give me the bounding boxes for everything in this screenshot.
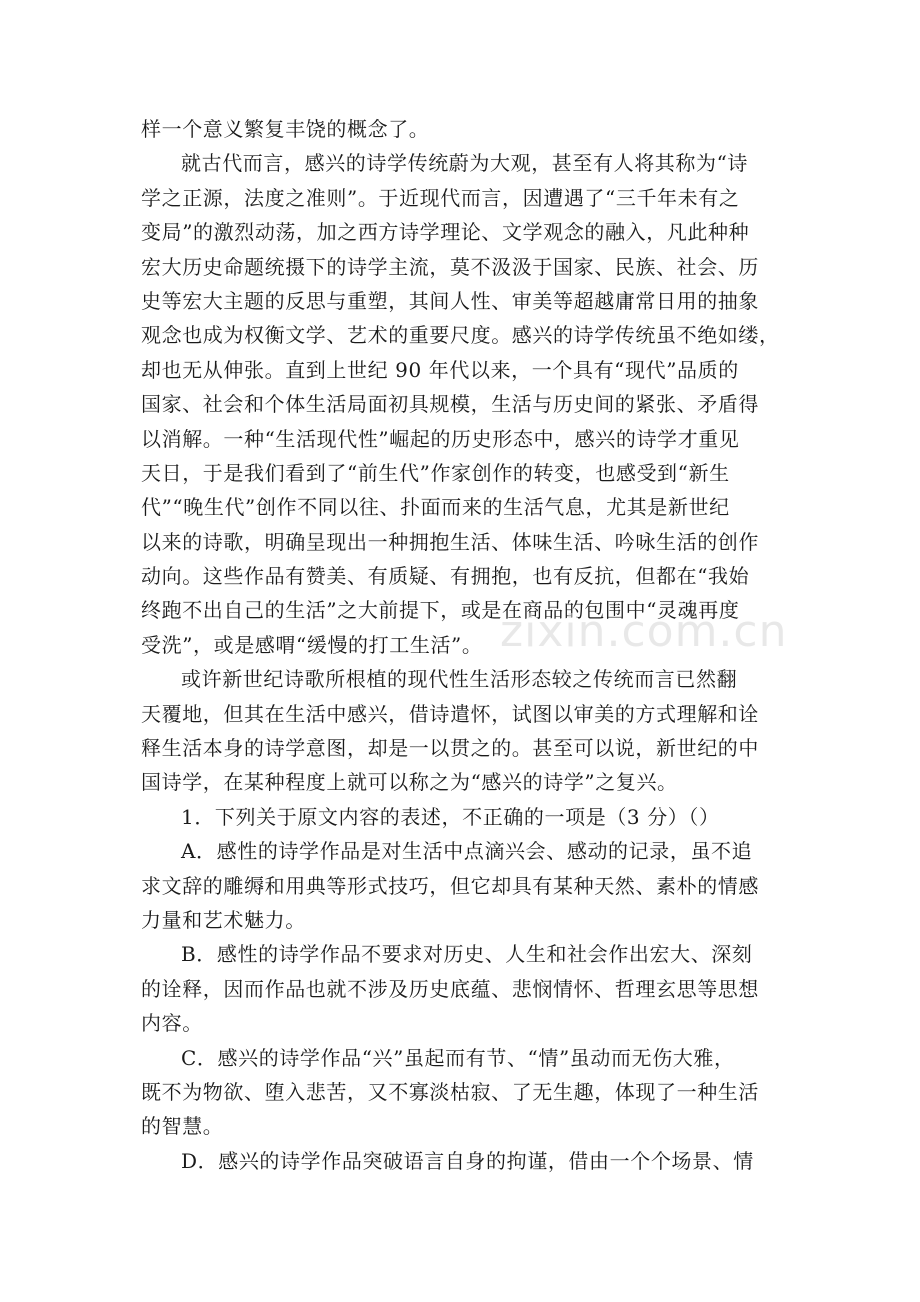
text-line: 天覆地，但其在生活中感兴，借诗遣怀，试图以审美的方式理解和诠 [141, 701, 759, 726]
text-line: 以消解。一种“生活现代性”崛起的历史形态中，感兴的诗学才重见 [141, 426, 740, 451]
text-line: 却也无从伸张。直到上世纪 90 年代以来，一个具有“现代”品质的 [141, 357, 739, 382]
text-line: 史等宏大主题的反思与重塑，其间人性、审美等超越庸常日用的抽象 [141, 288, 759, 313]
text-line: 或许新世纪诗歌所根植的现代性生活形态较之传统而言已然翻 [181, 667, 738, 692]
text-line: 求文辞的雕缛和用典等形式技巧，但它却具有某种天然、素朴的情感 [141, 873, 759, 898]
text-line: 1．下列关于原文内容的表述，不正确的一项是（3 分）（） [181, 804, 720, 829]
text-line: 宏大历史命题统摄下的诗学主流，莫不汲汲于国家、民族、社会、历 [141, 254, 759, 279]
text-line: 国家、社会和个体生活局面初具规模，生活与历史间的紧张、矛盾得 [141, 392, 759, 417]
text-line: 受洗”，或是感喟“缓慢的打工生活”。 [141, 632, 483, 657]
text-line: 释生活本身的诗学意图，却是一以贯之的。甚至可以说，新世纪的中 [141, 736, 759, 761]
text-line: 国诗学，在某种程度上就可以称之为“感兴的诗学”之复兴。 [141, 770, 678, 795]
text-line: A．感性的诗学作品是对生活中点滴兴会、感动的记录，虽不追 [181, 839, 753, 864]
text-line: 样一个意义繁复丰饶的概念了。 [141, 117, 430, 141]
text-line: 变局”的激烈动荡，加之西方诗学理论、文学观念的融入，凡此种种 [141, 220, 750, 245]
text-line: 的诠释，因而作品也就不涉及历史底蕴、悲悯情怀、哲理玄思等思想 [141, 976, 759, 1001]
text-line: 内容。 [141, 1011, 203, 1036]
text-line: 终跑不出自己的生活”之大前提下，或是在商品的包围中“灵魂再度 [141, 598, 740, 623]
text-line: 天日，于是我们看到了“前生代”作家创作的转变，也感受到“新生 [141, 460, 730, 485]
text-line: 以来的诗歌，明确呈现出一种拥抱生活、体味生活、吟咏生活的创作 [141, 529, 759, 554]
text-line: 动向。这些作品有赞美、有质疑、有拥抱，也有反抗，但都在“我始 [141, 564, 750, 589]
text-line: 观念也成为权衡文学、艺术的重要尺度。感兴的诗学传统虽不绝如缕， [141, 323, 780, 348]
text-line: 力量和艺术魅力。 [141, 907, 306, 932]
watermark: zixin.com.cn [500, 606, 788, 657]
text-line: D．感兴的诗学作品突破语言自身的拘谨，借由一个个场景、情 [181, 1148, 754, 1173]
text-line: 学之正源，法度之准则”。于近现代而言，因遭遇了“三千年未有之 [141, 185, 740, 210]
text-line: 的智慧。 [141, 1114, 224, 1139]
text-line: C．感兴的诗学作品“兴”虽起而有节、“情”虽动而无伤大雅， [181, 1045, 735, 1070]
text-line: 就古代而言，感兴的诗学传统蔚为大观，甚至有人将其称为“诗 [181, 151, 749, 176]
text-line: B．感性的诗学作品不要求对历史、人生和社会作出宏大、深刻 [181, 942, 753, 967]
text-line: 代”“晚生代”创作不同以往、扑面而来的生活气息，尤其是新世纪 [141, 495, 730, 520]
text-line: 既不为物欲、堕入悲苦，又不寡淡枯寂、了无生趣，体现了一种生活 [141, 1079, 759, 1104]
